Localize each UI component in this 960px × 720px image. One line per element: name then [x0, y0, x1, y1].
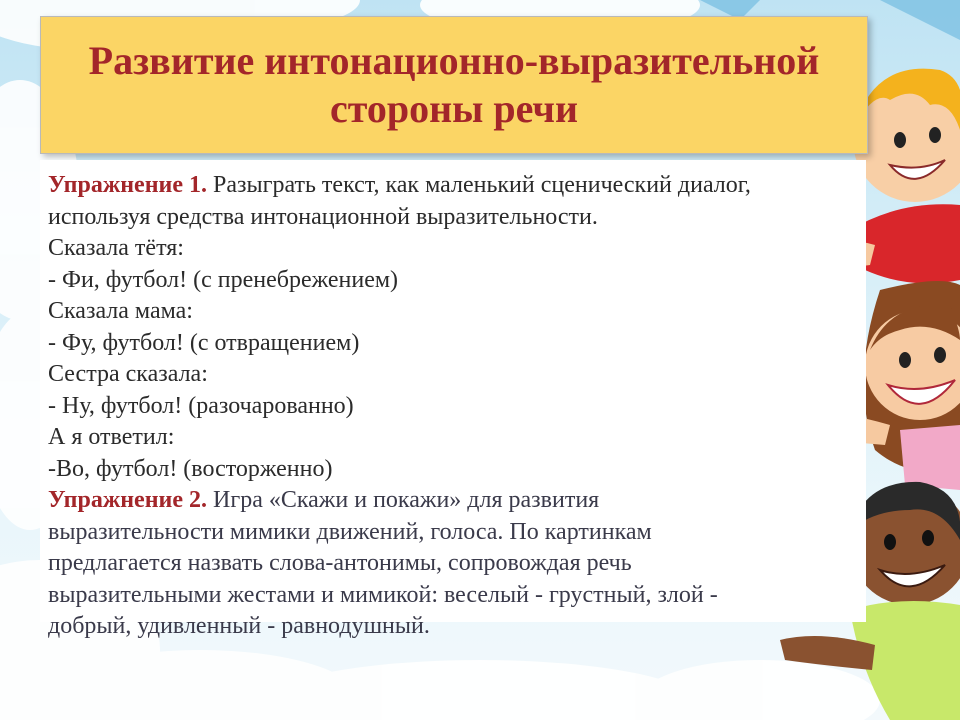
dialogue-line: - Фи, футбол! (с пренебрежением) [48, 266, 399, 293]
slide-title-box [40, 16, 868, 154]
exercise2-text-line: выразительности мимики движений, голоса. По картинкам [48, 518, 652, 545]
dialogue-line: А я ответил: [48, 424, 175, 450]
dialogue-line: - Ну, футбол! (разочарованно) [48, 392, 354, 419]
dialogue-line: Сказала мама: [48, 298, 193, 324]
exercise1-line-1 [48, 170, 848, 202]
exercise2-text-1: Игра «Скажи и покажи» для развития [207, 487, 600, 513]
dialogue-line: Сказала тётя: [48, 235, 184, 261]
exercise1-text-1: Разыграть текст, как маленький сценический диалог, [207, 172, 751, 198]
dialogue-line: Сестра сказала: [48, 361, 208, 387]
exercise2-line-1 [48, 485, 848, 517]
exercise2-label: Упражнение 2. [48, 487, 208, 513]
slide-title-line-2: стороны речи [329, 86, 578, 131]
slide-body-text [48, 170, 848, 643]
exercise1-text-2: используя средства интонационной выразительности. [48, 203, 598, 230]
dialogue-line: - Фу, футбол! (с отвращением) [48, 329, 360, 356]
exercise2-text-line: добрый, удивленный - равнодушный. [48, 613, 430, 639]
dialogue-line: -Во, футбол! (восторженно) [48, 455, 333, 482]
exercise2-text-line: предлагается назвать слова-антонимы, сопровождая речь [48, 550, 632, 576]
exercise1-label: Упражнение 1. [48, 172, 208, 198]
slide-title-line-1: Развитие интонационно-выразительной [88, 38, 820, 83]
exercise2-text-line: выразительными жестами и мимикой: веселый - грустный, злой - [48, 581, 718, 608]
